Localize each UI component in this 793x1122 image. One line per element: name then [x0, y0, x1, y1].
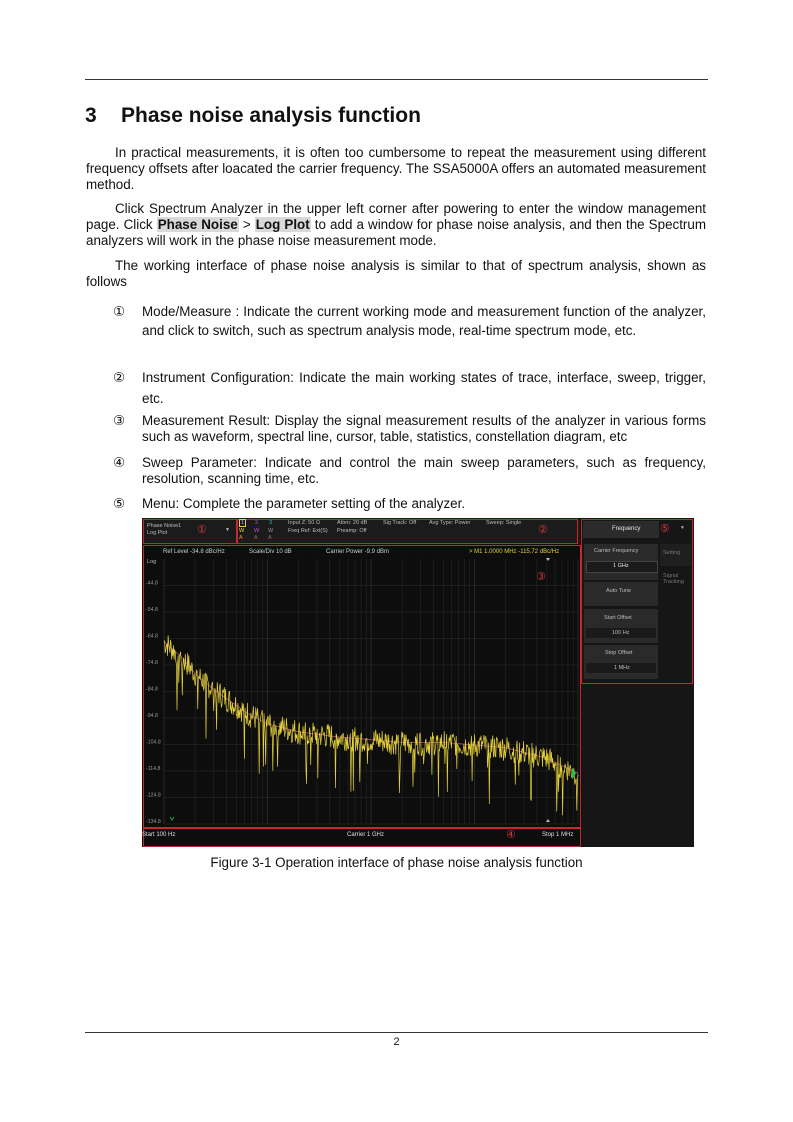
page-number: 2: [393, 1036, 400, 1048]
item-text: Sweep Parameter: Indicate and control the main sweep parameters, such as frequency, resolution, scanning time, etc.: [142, 455, 706, 486]
y-tick-label: -54.8: [146, 607, 158, 613]
y-tick-label: -124.8: [146, 792, 161, 799]
paragraph-2: [86, 201, 706, 249]
mode-label: Phase Noise1: [147, 523, 182, 529]
y-tick-label: -74.8: [146, 660, 158, 666]
paragraph-2-end: to add a window for phase noise analysis, and then the Spectrum analyzers will work in the phase noise measurement mode.: [86, 217, 706, 248]
menu-log-plot: Log Plot: [255, 217, 310, 232]
log-label: Log: [147, 559, 157, 565]
carrier-frequency[interactable]: Carrier 1 GHz: [347, 832, 385, 838]
section-title: Phase noise analysis function: [121, 104, 421, 127]
list-item: [113, 302, 706, 340]
ref-level: Ref Level -34.8 dBc/Hz: [163, 549, 225, 555]
mode-dropdown-icon[interactable]: ▼: [225, 527, 230, 533]
trace-1-det: A: [239, 535, 243, 541]
list-item: [113, 367, 706, 409]
config-freq-ref: Freq Ref: Ext(S): [288, 528, 328, 534]
menu-phase-noise: Phase Noise: [157, 217, 238, 232]
config-sig-track: Sig Track: Off: [383, 520, 417, 526]
item-marker: ④: [113, 455, 126, 470]
start-offset-value: 100 Hz: [612, 630, 630, 636]
y-tick-label: -44.8: [146, 580, 158, 587]
carrier-power: Carrier Power -9.9 dBm: [326, 549, 390, 555]
y-tick-label: -94.8: [146, 713, 158, 719]
footer-rule: [85, 1032, 708, 1033]
side-tab-signal[interactable]: Signal: [663, 573, 679, 579]
trace-1-mode: W: [239, 528, 245, 534]
config-input-z: Input Z: 50 Ω: [288, 520, 320, 526]
marker-readout: > M1 1.0000 MHz -115.72 dBc/Hz: [469, 549, 560, 555]
list-item: [113, 455, 706, 487]
stop-offset-value: 1 MHz: [614, 665, 630, 671]
side-tab-tracking[interactable]: Tracking: [663, 579, 684, 585]
analyzer-screenshot: [142, 518, 694, 847]
y-tick-label: -114.8: [146, 766, 161, 772]
trace-start-indicator: [170, 817, 174, 820]
figure-caption: Figure 3-1 Operation interface of phase noise analysis function: [210, 855, 583, 870]
header-rule: [85, 79, 708, 80]
start-offset-label: Start Offset: [604, 615, 632, 621]
stop-frequency[interactable]: Stop 1 MHz: [542, 832, 574, 838]
y-tick-label: -134.8: [146, 819, 161, 825]
y-tick-label: -104.8: [146, 739, 161, 746]
menu-caret-icon[interactable]: ▾: [681, 525, 684, 531]
trace-3-num[interactable]: 3: [269, 520, 273, 526]
scale-div: Scale/Div 10 dB: [249, 549, 292, 555]
item-marker: ②: [113, 370, 126, 385]
trace-2-num[interactable]: 2: [255, 520, 259, 526]
trace-2-det: A: [254, 535, 258, 541]
menu-title[interactable]: Frequency: [612, 526, 641, 532]
carrier-frequency-value: 1 GHz: [613, 563, 629, 569]
list-item: [113, 413, 706, 445]
item-marker: ⑤: [113, 496, 126, 511]
stop-offset-label: Stop Offset: [605, 650, 633, 656]
start-frequency[interactable]: Start 100 Hz: [142, 832, 176, 838]
trace-3-mode: W: [268, 528, 274, 534]
list-item: [113, 496, 706, 512]
item-text: Measurement Result: Display the signal measurement results of the analyzer in various forms such as waveform, spectral line, cursor, table, statistics, constellation diagram, etc: [142, 413, 706, 444]
measure-label: Log Plot: [147, 530, 168, 536]
callout-2: ②: [538, 524, 548, 536]
config-atten: Atten: 20 dB: [337, 520, 368, 526]
trace-3-det: A: [268, 535, 272, 541]
item-marker: ③: [113, 413, 126, 428]
callout-1: ①: [197, 524, 207, 536]
item-text: Instrument Configuration: Indicate the main working states of trace, interface, sweep, trigger, etc.: [142, 370, 706, 406]
section-number: 3: [85, 104, 97, 127]
item-text: Mode/Measure : Indicate the current working mode and measurement function of the analyzer, and click to switch, such as spectrum analysis mode, real-time spectrum mode, etc.: [142, 304, 706, 338]
trace-2-mode: W: [254, 528, 260, 534]
y-tick-label: -84.8: [146, 686, 158, 693]
callout-3: ③: [536, 571, 546, 583]
paragraph-2-start: Click Spectrum Analyzer in the upper left corner after powering to enter the window management page. Click: [86, 201, 706, 232]
config-avg-type: Avg Type: Power: [429, 520, 471, 526]
config-sweep: Sweep: Single: [486, 520, 522, 526]
config-preamp: Preamp: Off: [337, 528, 367, 534]
callout-5: ⑤: [660, 523, 670, 535]
item-marker: ①: [113, 304, 126, 319]
carrier-frequency-label: Carrier Frequency: [594, 548, 639, 554]
item-text: Menu: Complete the parameter setting of the analyzer.: [142, 496, 466, 511]
callout-4: ④: [506, 829, 516, 841]
paragraph-1: In practical measurements, it is often too cumbersome to repeat the measurement using different frequency offsets after loacated the carrier frequency. The SSA5000A offers an automated measurement method.: [86, 145, 706, 192]
y-tick-label: -64.8: [146, 633, 158, 640]
trace-1-num: 1: [241, 520, 245, 526]
section-heading: [85, 104, 421, 128]
side-tab-setting: Setting: [663, 550, 681, 556]
auto-tune-label: Auto Tune: [606, 588, 632, 594]
phase-noise-plot: [142, 518, 694, 847]
menu-separator: >: [238, 217, 255, 232]
paragraph-3: The working interface of phase noise analysis is similar to that of spectrum analysis, shown as follows: [86, 258, 706, 289]
